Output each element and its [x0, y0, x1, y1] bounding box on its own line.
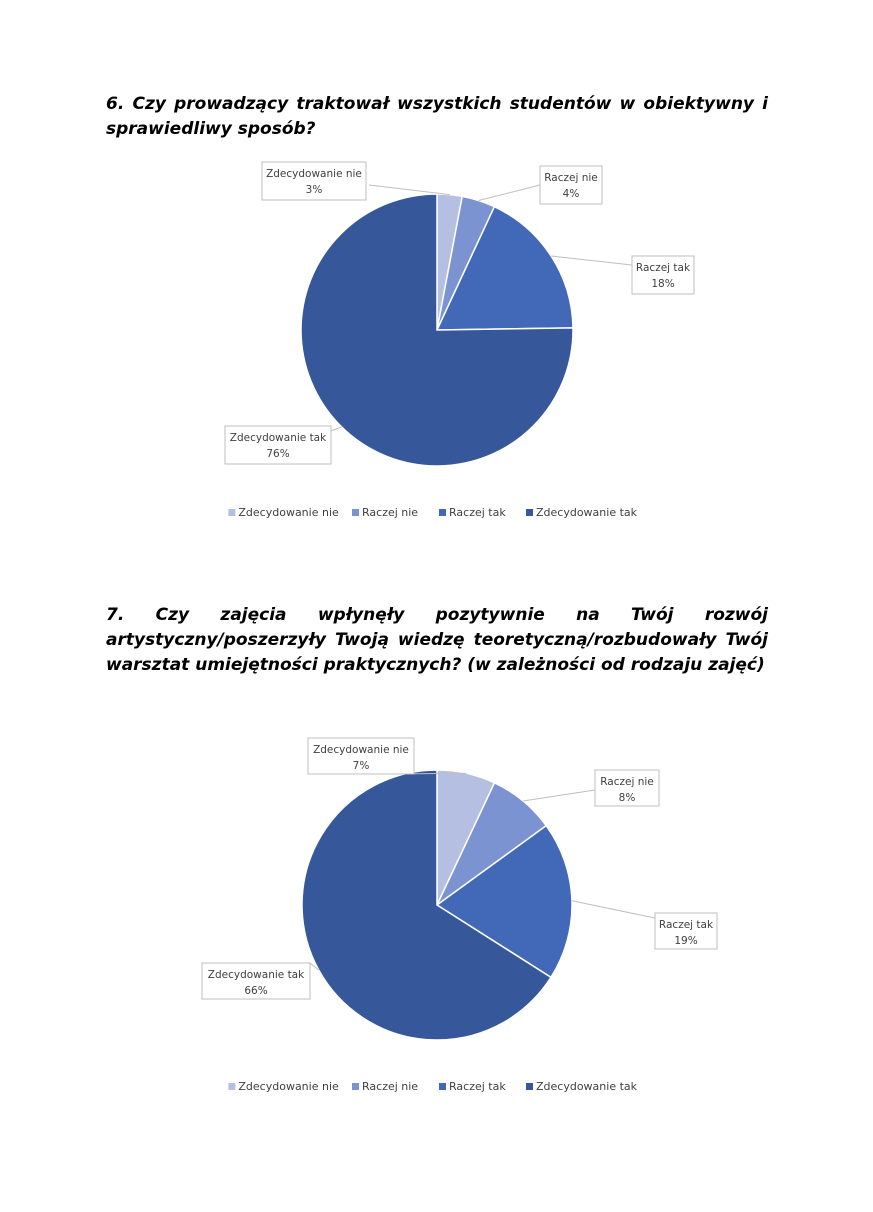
data-label-zdecydowanie-tak: [225, 426, 342, 464]
data-label-zdecydowanie-nie: [308, 738, 466, 774]
legend-label: Zdecydowanie nie: [238, 506, 339, 519]
data-label-category: Raczej tak: [658, 919, 714, 931]
data-label-value: 76%: [266, 448, 290, 460]
legend: [228, 506, 637, 519]
question-text: Czy prowadzący traktował wszystkich studentów w obiektywny i sprawiedliwy sposób?: [106, 94, 768, 139]
legend-label: Raczej tak: [449, 1080, 506, 1093]
legend-label: Zdecydowanie tak: [536, 1080, 638, 1093]
legend-item-raczej-tak: [439, 1080, 506, 1093]
data-label-raczej-tak: [572, 901, 717, 949]
question-7: [106, 603, 768, 678]
data-label-category: Raczej nie: [600, 776, 654, 788]
legend-label: Zdecydowanie tak: [536, 506, 638, 519]
leader-line: [331, 427, 342, 431]
data-label-category: Zdecydowanie tak: [207, 969, 305, 981]
legend-item-zdecydowanie-tak: [526, 1080, 638, 1093]
legend: [228, 1080, 637, 1093]
leader-line: [523, 790, 595, 801]
pie-slices: [301, 194, 573, 466]
data-label-category: Zdecydowanie nie: [313, 744, 409, 756]
legend-item-raczej-nie: [352, 506, 418, 519]
data-label-raczej-tak: [551, 256, 694, 294]
legend-item-zdecydowanie-nie: [228, 506, 339, 519]
pie-chart-question-6: [0, 140, 873, 540]
data-label-category: Raczej nie: [544, 172, 598, 184]
data-label-zdecydowanie-tak: [202, 963, 319, 999]
question-number: 7.: [106, 605, 125, 625]
leader-line: [572, 901, 655, 918]
question-text: Czy zajęcia wpłynęły pozytywnie na Twój rozwój artystyczny/poszerzyły Twoją wiedzę teoretyczną/rozbudowały Twój warsztat umiejętności praktycznych? (w zależności od rodzaju zajęć): [106, 605, 769, 675]
data-label-value: 7%: [352, 760, 370, 772]
legend-label: Zdecydowanie nie: [238, 1080, 339, 1093]
data-label-category: Zdecydowanie nie: [266, 168, 362, 180]
legend-label: Raczej tak: [449, 506, 506, 519]
data-label-value: 18%: [651, 278, 675, 290]
data-label-value: 19%: [674, 935, 698, 947]
leader-line: [369, 185, 450, 195]
question-6: [106, 92, 768, 142]
pie-slices: [302, 770, 572, 1040]
data-label-raczej-nie: [523, 770, 659, 806]
legend-swatch: [228, 1083, 235, 1090]
legend-swatch: [439, 1083, 446, 1090]
legend-label: Raczej nie: [362, 1080, 419, 1093]
data-label-raczej-nie: [479, 166, 602, 204]
legend-item-zdecydowanie-tak: [526, 506, 638, 519]
data-label-value: 8%: [618, 792, 636, 804]
leader-line: [551, 256, 632, 265]
data-label-value: 3%: [305, 184, 323, 196]
data-label-value: 4%: [562, 188, 580, 200]
legend-swatch: [352, 509, 359, 516]
legend-swatch: [526, 1083, 533, 1090]
legend-swatch: [352, 1083, 359, 1090]
legend-swatch: [439, 509, 446, 516]
legend-swatch: [526, 509, 533, 516]
legend-item-raczej-nie: [352, 1080, 418, 1093]
leader-line: [479, 185, 540, 201]
data-label-value: 66%: [244, 985, 268, 997]
legend-label: Raczej nie: [362, 506, 419, 519]
question-number: 6.: [106, 94, 125, 114]
legend-item-zdecydowanie-nie: [228, 1080, 339, 1093]
legend-swatch: [228, 509, 235, 516]
data-label-category: Zdecydowanie tak: [229, 432, 327, 444]
legend-item-raczej-tak: [439, 506, 506, 519]
data-label-category: Raczej tak: [635, 262, 691, 274]
pie-chart-question-7: [0, 720, 873, 1110]
